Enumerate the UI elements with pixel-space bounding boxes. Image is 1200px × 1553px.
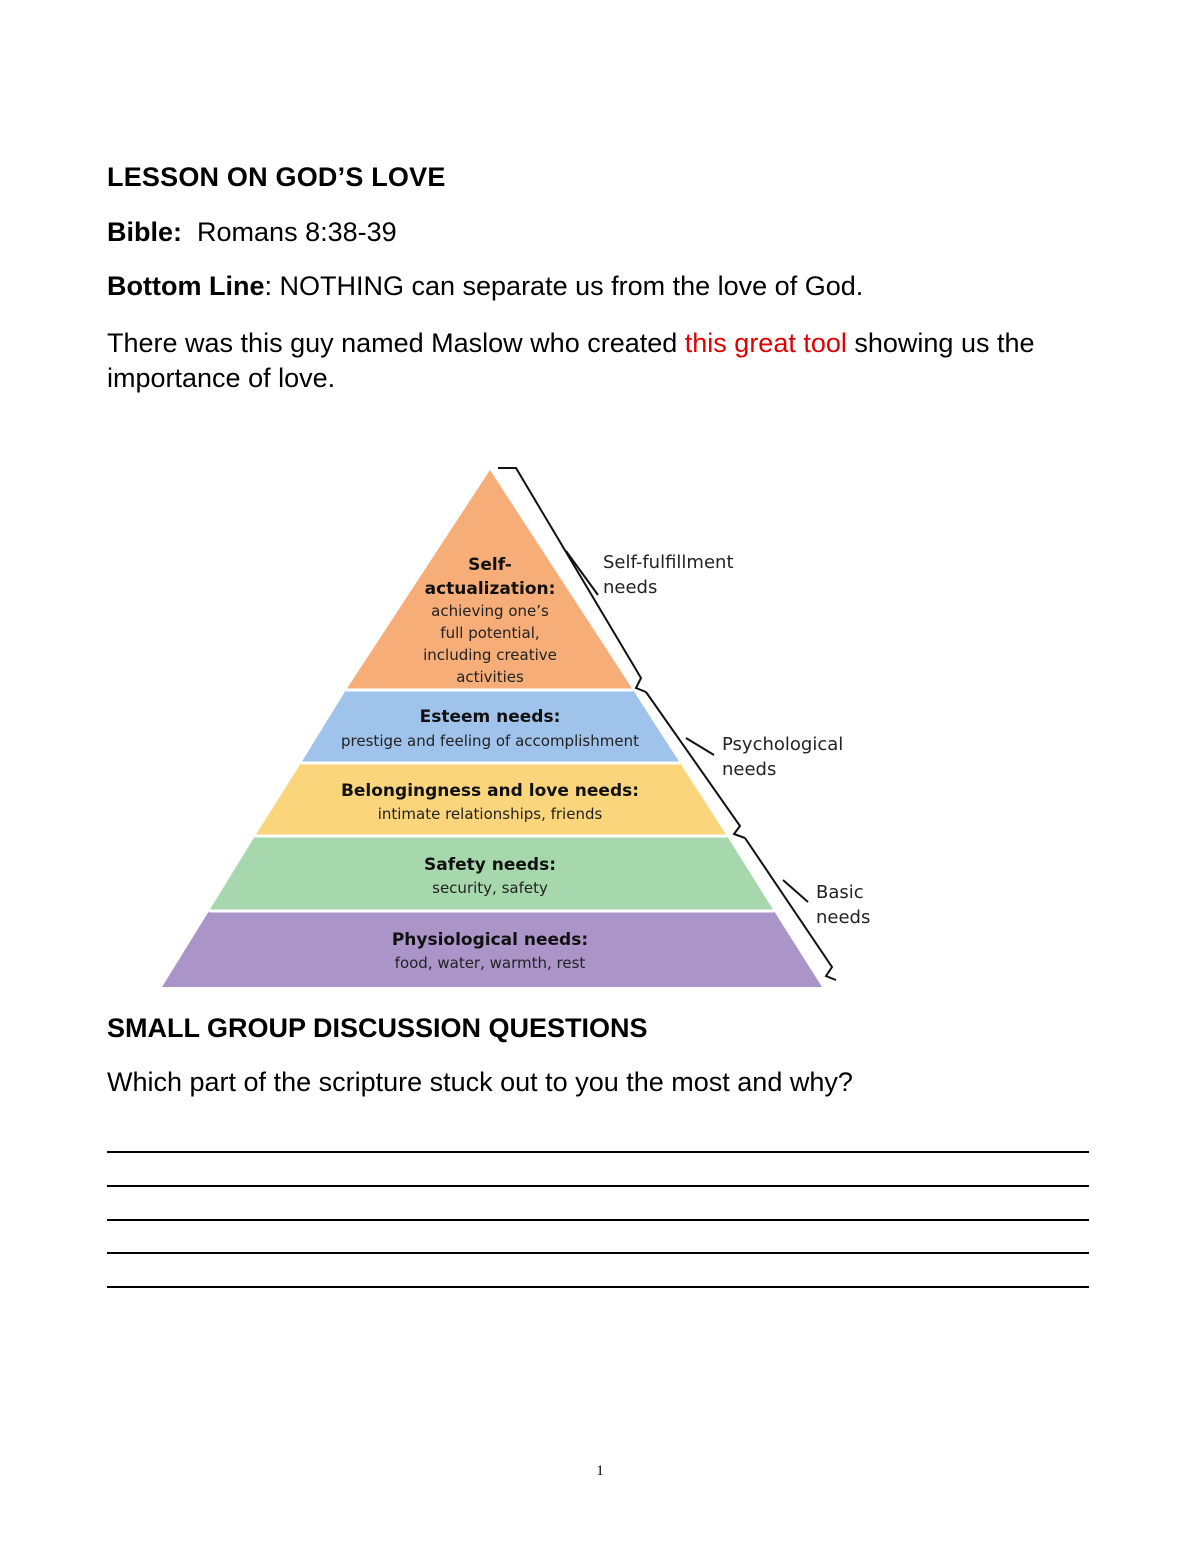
bracket-label-basic-1: Basic: [816, 882, 864, 903]
discussion-heading: SMALL GROUP DISCUSSION QUESTIONS: [107, 1013, 648, 1043]
safety-desc: security, safety: [432, 879, 548, 897]
answer-line[interactable]: [107, 1185, 1089, 1187]
esteem-desc: prestige and feeling of accomplishment: [341, 732, 639, 750]
bracket-label-basic-2: needs: [816, 907, 871, 928]
bracket-label-psychological-1: Psychological: [722, 734, 844, 755]
page-number: 1: [596, 1463, 604, 1479]
self-actualization-title: Self-: [468, 555, 512, 575]
bible-value: Romans 8:38-39: [197, 217, 397, 247]
bottom-line-value: : NOTHING can separate us from the love of God.: [264, 271, 864, 301]
bracket-label-self-fulfillment-2: needs: [603, 577, 658, 598]
page-title: LESSON ON GOD’S LOVE: [107, 162, 446, 192]
belonging-desc: intimate relationships, friends: [377, 805, 603, 823]
safety-title: Safety needs:: [423, 855, 557, 875]
self-actualization-desc-2: full potential,: [440, 624, 540, 642]
intro-text-after: showing us the importance of love.: [107, 328, 1035, 393]
bottom-line-label: Bottom Line: [107, 271, 265, 301]
answer-line[interactable]: [107, 1286, 1089, 1288]
intro-text-before: There was this guy named Maslow who created: [107, 328, 685, 358]
esteem-title: Esteem needs:: [419, 707, 561, 727]
physiological-title: Physiological needs:: [391, 930, 589, 950]
physiological-desc: food, water, warmth, rest: [394, 954, 586, 972]
self-actualization-desc-3: including creative: [423, 646, 557, 664]
bracket-label-self-fulfillment-1: Self-fulfillment: [603, 552, 734, 573]
bracket-label-psychological-2: needs: [722, 759, 777, 780]
self-actualization-title-2: actualization:: [424, 579, 556, 599]
belonging-title: Belongingness and love needs:: [340, 781, 640, 801]
bible-label: Bible:: [107, 217, 183, 247]
intro-highlight: this great tool: [684, 328, 847, 358]
self-actualization-desc-1: achieving one’s: [431, 602, 549, 620]
discussion-question: Which part of the scripture stuck out to you the most and why?: [107, 1067, 853, 1097]
answer-line[interactable]: [107, 1151, 1089, 1153]
self-actualization-desc-4: activities: [456, 668, 524, 686]
answer-line[interactable]: [107, 1252, 1089, 1254]
answer-line[interactable]: [107, 1219, 1089, 1221]
